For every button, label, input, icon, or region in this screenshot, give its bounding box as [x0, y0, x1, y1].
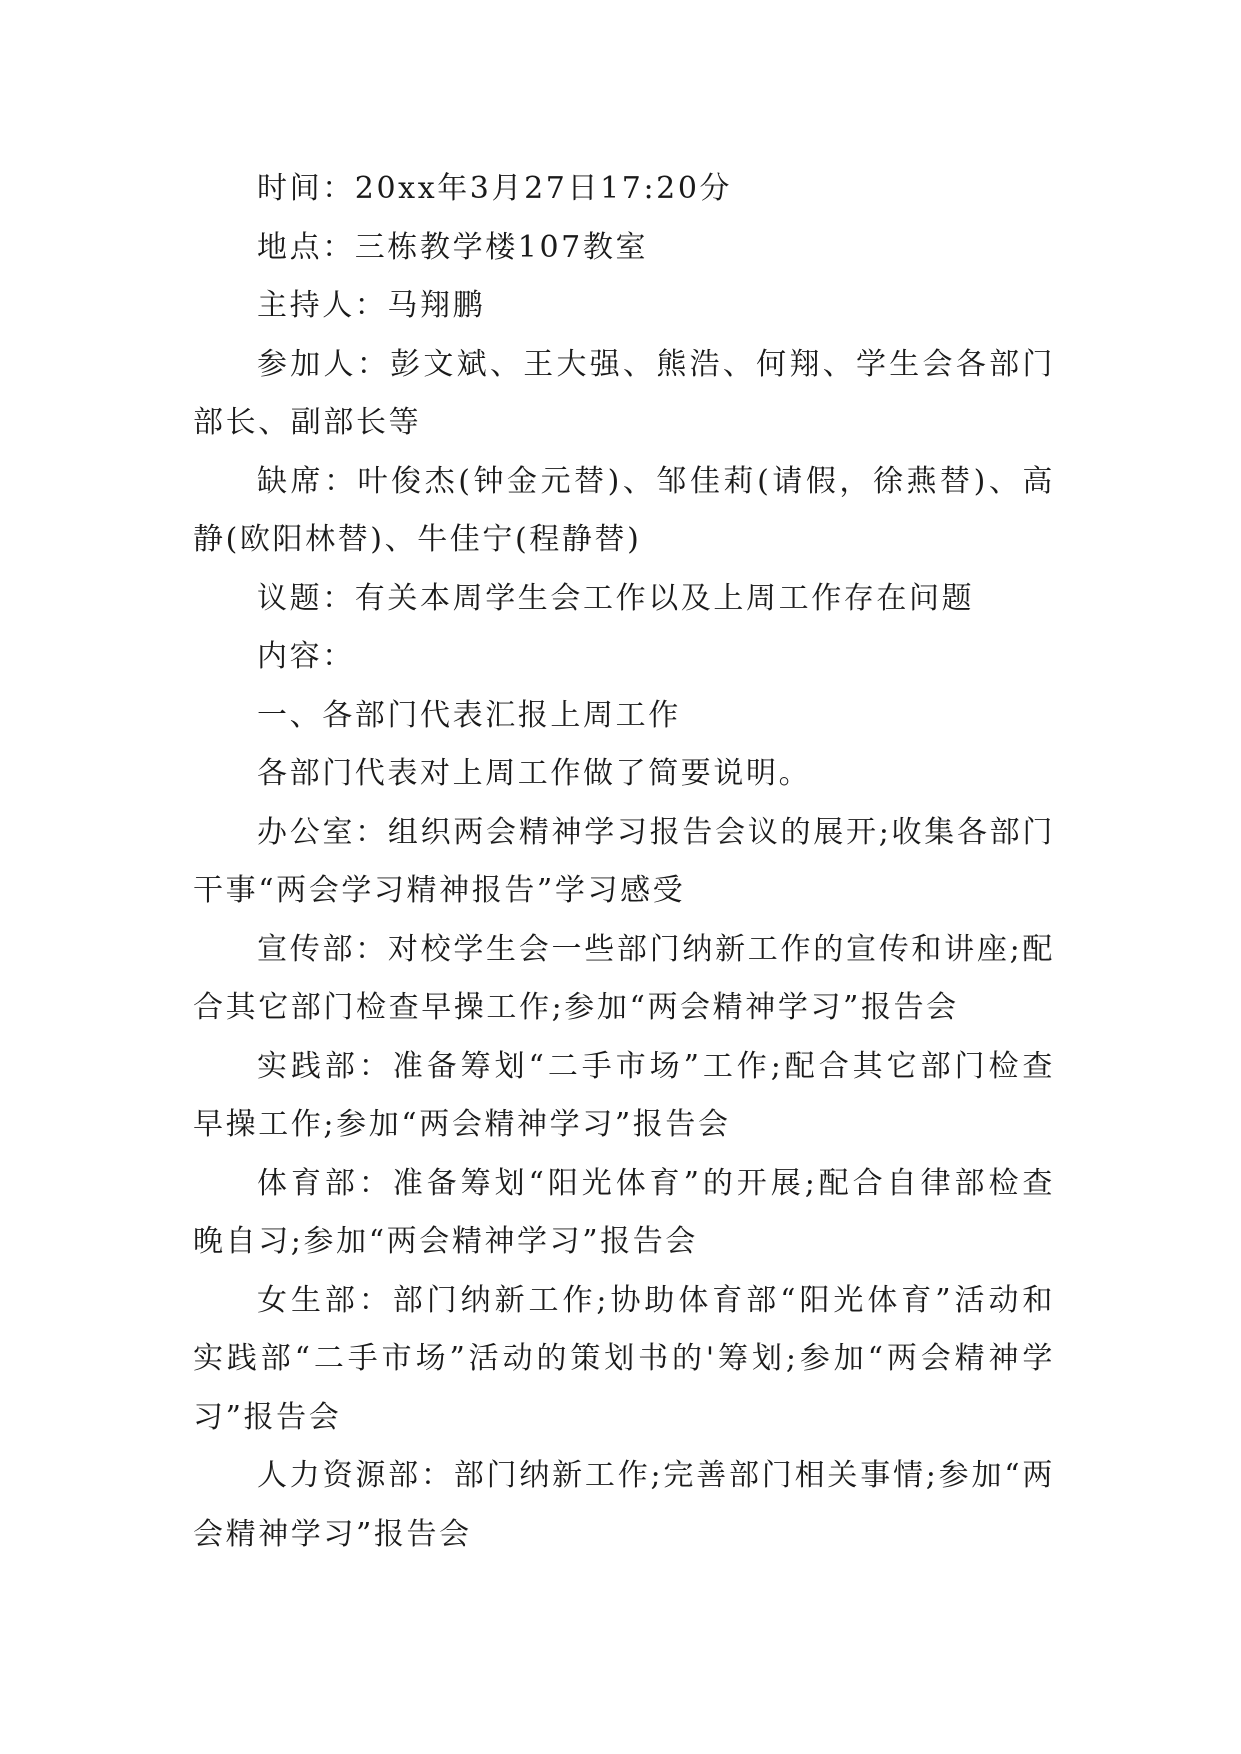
- report-female-students: 女生部：部门纳新工作;协助体育部“阳光体育”活动和实践部“二手市场”活动的策划书的'筹划;参加“两会精神学习”报告会: [193, 1282, 1055, 1435]
- report-human-resources: 人力资源部：部门纳新工作;完善部门相关事情;参加“两会精神学习”报告会: [193, 1458, 1055, 1552]
- section-heading-1: 一、各部门代表汇报上周工作: [257, 697, 681, 733]
- meeting-absentees: 缺席：叶俊杰(钟金元替)、邹佳莉(请假，徐燕替)、高静(欧阳林替)、牛佳宁(程静替): [193, 463, 1055, 557]
- meeting-host: 主持人：马翔鹏: [257, 288, 486, 323]
- meeting-topic: 议题：有关本周学生会工作以及上周工作存在问题: [257, 580, 975, 616]
- report-sports: 体育部：准备筹划“阳光体育”的开展;配合自律部检查晚自习;参加“两会精神学习”报告会: [193, 1165, 1055, 1259]
- section-summary: 各部门代表对上周工作做了简要说明。: [257, 756, 812, 791]
- content-heading: 内容：: [257, 639, 355, 674]
- meeting-minutes-body: [193, 160, 1055, 1564]
- meeting-location: 地点：三栋教学楼107教室: [257, 229, 649, 265]
- report-publicity: 宣传部：对校学生会一些部门纳新工作的宣传和讲座;配合其它部门检查早操工作;参加“两会精神学习”报告会: [193, 931, 1055, 1025]
- report-practice: 实践部：准备筹划“二手市场”工作;配合其它部门检查早操工作;参加“两会精神学习”报告会: [193, 1048, 1055, 1142]
- report-office: 办公室：组织两会精神学习报告会议的展开;收集各部门干事“两会学习精神报告”学习感受: [193, 814, 1055, 908]
- meeting-time: 时间：20xx年3月27日17:20分: [257, 171, 733, 206]
- meeting-attendees: 参加人：彭文斌、王大强、熊浩、何翔、学生会各部门部长、副部长等: [193, 346, 1055, 440]
